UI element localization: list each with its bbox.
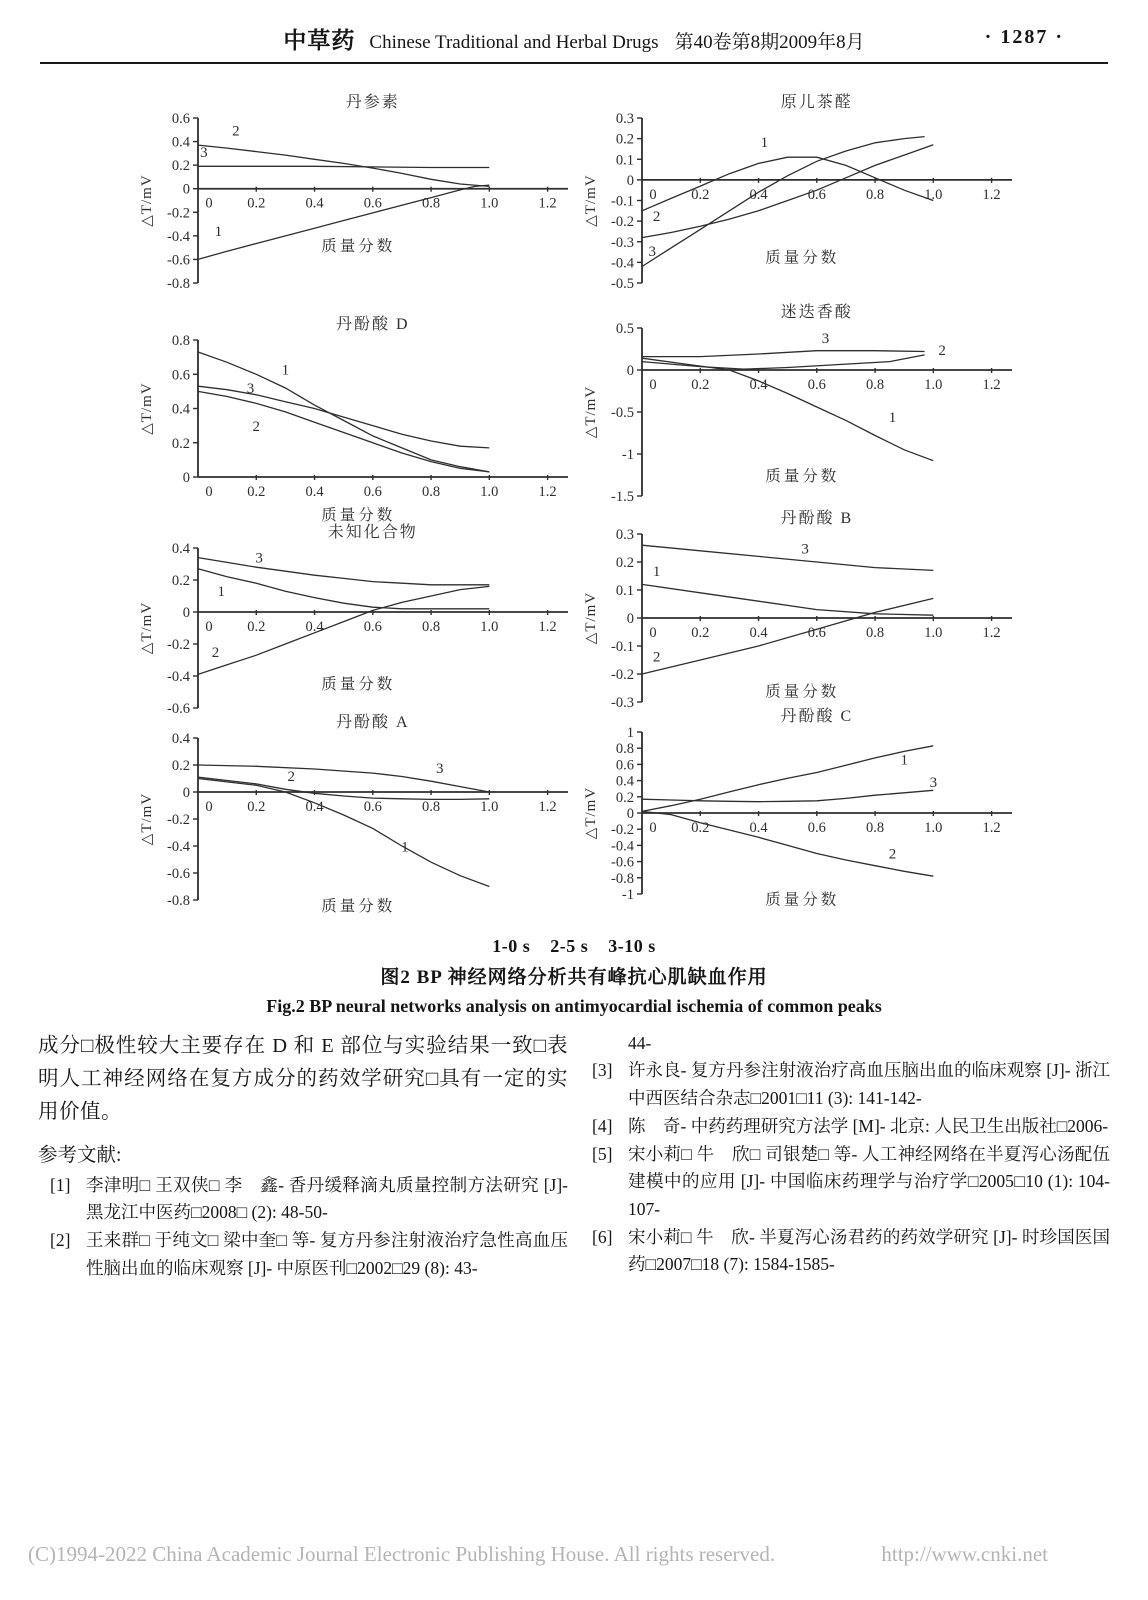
y-axis-label: △T/mV	[139, 601, 155, 655]
line-chart	[138, 710, 570, 920]
y-tick-label: 0.1	[615, 583, 634, 599]
chart-danshensu	[138, 90, 570, 295]
y-tick-label: -0.5	[611, 405, 634, 421]
x-tick-label: 1.0	[480, 619, 499, 635]
x-tick-label: 0.2	[247, 195, 266, 212]
y-axis-label: △T/mV	[583, 786, 599, 840]
y-tick-label: 0.1	[615, 152, 634, 169]
x-tick-label: 1.2	[538, 195, 557, 212]
x-tick-label: 0	[649, 625, 657, 641]
x-tick-label: 0.4	[305, 799, 324, 815]
x-tick-label: 0.4	[305, 484, 324, 500]
series-line-3	[198, 765, 489, 792]
y-tick-label: -0.3	[611, 695, 634, 711]
x-tick-label: 0.6	[807, 625, 826, 641]
x-tick-label: 0	[205, 195, 213, 212]
x-tick-label: 0.6	[807, 820, 826, 836]
series-label-3: 3	[648, 244, 656, 261]
x-tick-label: 0.6	[363, 799, 382, 815]
series-label-2: 2	[888, 846, 897, 863]
reference-item	[38, 1172, 568, 1227]
series-label-1: 1	[888, 410, 897, 427]
series-line-3	[198, 558, 489, 585]
line-chart	[138, 90, 570, 295]
references-list-right	[580, 1057, 1110, 1278]
y-tick-label: 0.6	[171, 367, 190, 384]
reference-text: 王来群□ 于纯文□ 梁中奎□ 等- 复方丹参注射液治疗急性高血压性脑出血的临床观察 [J]- 中原医刊□2002□29 (8): 43-	[86, 1230, 568, 1278]
series-line-3	[642, 790, 933, 801]
series-label-3: 3	[801, 541, 809, 558]
y-tick-label: -1	[621, 447, 634, 463]
line-chart	[582, 300, 1014, 510]
reference-item	[580, 1113, 1110, 1140]
x-tick-label: 1.0	[924, 377, 943, 393]
chart-rosmarinic-acid	[582, 300, 1014, 510]
y-tick-label: -0.4	[611, 255, 634, 272]
series-line-2	[198, 777, 489, 799]
y-tick-label: -0.8	[611, 870, 634, 887]
y-tick-label: 0	[626, 611, 634, 627]
series-line-3	[198, 166, 489, 167]
y-axis-label: △T/mV	[139, 382, 155, 435]
figure-legend: 1-0 s 2-5 s 3-10 s	[492, 936, 656, 956]
reference-item	[580, 1224, 1110, 1279]
reference-item	[580, 1057, 1110, 1112]
series-label-2: 2	[211, 644, 220, 661]
y-tick-label: 0.2	[171, 158, 190, 175]
series-line-3	[198, 386, 489, 448]
series-label-1: 1	[214, 223, 223, 240]
right-column	[580, 1030, 1110, 1280]
y-tick-label: 0.4	[171, 541, 190, 557]
y-tick-label: 0.2	[615, 555, 634, 571]
x-tick-label: 0.4	[749, 186, 768, 203]
chart-title: 丹酚酸 B	[780, 510, 854, 527]
series-label-1: 1	[900, 752, 908, 769]
x-tick-label: 0.2	[691, 186, 710, 203]
chart-title: 丹参素	[345, 94, 400, 111]
x-tick-label: 1.0	[480, 195, 499, 212]
y-tick-label: 0.2	[171, 758, 190, 774]
chart-salvianolic-acid-b	[582, 506, 1014, 716]
series-label-2: 2	[652, 209, 661, 226]
x-axis-label: 质量分数	[321, 238, 396, 256]
y-tick-label: 0.4	[615, 773, 634, 790]
x-tick-label: 0.2	[247, 799, 266, 815]
series-label-3: 3	[200, 144, 208, 161]
series-label-2: 2	[232, 123, 240, 140]
x-axis-label: 质量分数	[765, 467, 840, 485]
series-label-3: 3	[246, 381, 255, 398]
y-tick-label: -0.1	[611, 639, 634, 655]
x-tick-label: 0.8	[422, 619, 441, 635]
y-tick-label: -0.4	[167, 228, 190, 245]
x-tick-label: 1.2	[982, 377, 1001, 393]
journal-title-cn: 中草药	[283, 28, 356, 53]
figure-caption-cn: 图2 BP 神经网络分析共有峰抗心肌缺血作用	[380, 967, 768, 988]
x-tick-label: 0	[205, 619, 213, 635]
x-tick-label: 0.8	[866, 625, 885, 641]
y-tick-label: -1	[621, 887, 634, 903]
x-tick-label: 1.2	[982, 186, 1001, 203]
y-tick-label: 0.6	[615, 757, 634, 774]
y-tick-label: 0	[182, 181, 190, 198]
y-tick-label: -0.2	[611, 214, 634, 231]
y-tick-label: -0.3	[611, 234, 634, 251]
y-tick-label: -0.2	[611, 667, 634, 683]
chart-protocatechuic-aldehyde	[582, 90, 1014, 295]
references-heading: 参考文献:	[38, 1144, 122, 1166]
series-line-3	[642, 545, 933, 570]
chart-title: 丹酚酸 C	[780, 708, 854, 725]
journal-header	[0, 22, 1148, 55]
y-axis-label: △T/mV	[583, 591, 599, 645]
series-label-3: 3	[436, 761, 444, 778]
x-tick-label: 0.2	[691, 625, 710, 641]
x-axis-label: 质量分数	[321, 675, 396, 693]
series-label-3: 3	[255, 550, 263, 567]
x-tick-label: 1.0	[480, 799, 499, 815]
y-tick-label: 0	[626, 363, 634, 379]
chart-salvianolic-acid-d	[138, 312, 570, 527]
y-tick-label: -0.2	[167, 637, 190, 653]
x-tick-label: 1.2	[538, 484, 557, 500]
body-paragraph: 成分□极性较大主要存在 D 和 E 部位与实验结果一致□表明人工神经网络在复方成分的药效学研究□具有一定的实用价值。	[38, 1035, 568, 1124]
y-tick-label: -0.2	[167, 205, 190, 222]
y-tick-label: -0.6	[167, 252, 190, 269]
y-tick-label: -1.5	[611, 489, 634, 505]
x-tick-label: 0.8	[422, 484, 441, 500]
line-chart	[138, 312, 570, 527]
reference-item	[580, 1141, 1110, 1223]
y-tick-label: 0.2	[171, 573, 190, 589]
x-axis-label: 质量分数	[765, 249, 840, 267]
x-tick-label: 1.2	[982, 820, 1001, 836]
series-label-1: 1	[281, 362, 290, 379]
series-label-3: 3	[821, 331, 830, 348]
x-tick-label: 0.8	[866, 820, 885, 836]
y-tick-label: 0.3	[615, 527, 634, 543]
y-tick-label: 0	[626, 172, 634, 189]
x-tick-label: 1.0	[924, 186, 943, 203]
series-label-1: 1	[652, 564, 661, 580]
line-chart	[582, 506, 1014, 716]
x-axis-label: 质量分数	[765, 683, 840, 701]
x-tick-label: 1.2	[982, 625, 1001, 641]
y-tick-label: 0.2	[171, 435, 190, 452]
y-tick-label: -0.1	[611, 193, 634, 210]
x-tick-label: 0.2	[247, 484, 266, 500]
reference-number: [3]	[592, 1060, 613, 1081]
x-tick-label: 0.2	[691, 820, 710, 836]
y-tick-label: -0.2	[611, 822, 634, 839]
x-tick-label: 0.4	[749, 625, 768, 641]
y-tick-label: 0	[182, 470, 190, 486]
y-tick-label: 0	[182, 785, 190, 801]
x-tick-label: 1.2	[538, 619, 557, 635]
x-tick-label: 1.0	[924, 820, 943, 836]
line-chart	[138, 520, 570, 720]
chart-title: 丹酚酸 A	[336, 714, 410, 731]
reference-text: 许永良- 复方丹参注射液治疗高血压脑出血的临床观察 [J]- 浙江中西医结合杂志□2001□11 (3): 141-142-	[628, 1060, 1110, 1108]
chart-title: 未知化合物	[327, 524, 418, 541]
x-tick-label: 0	[649, 820, 657, 836]
y-tick-label: 0	[182, 605, 190, 621]
reference-text: 李津明□ 王双侠□ 李 鑫- 香丹缓释滴丸质量控制方法研究 [J]- 黑龙江中医药□2008□ (2): 48-50-	[86, 1174, 568, 1222]
y-tick-label: 0.2	[615, 131, 634, 148]
series-line-2	[642, 145, 933, 238]
y-axis-label: △T/mV	[583, 385, 599, 439]
reference-number: [4]	[592, 1115, 613, 1136]
y-tick-label: 0.8	[615, 741, 634, 758]
y-tick-label: -0.6	[611, 854, 634, 871]
x-tick-label: 0.6	[807, 186, 826, 203]
series-label-1: 1	[217, 584, 226, 600]
series-label-1: 1	[760, 134, 769, 151]
series-label-2: 2	[652, 649, 661, 666]
y-tick-label: -0.8	[167, 893, 190, 909]
x-tick-label: 1.2	[538, 799, 557, 815]
y-tick-label: 1	[626, 725, 634, 741]
series-label-2: 2	[287, 769, 295, 786]
y-tick-label: 0	[626, 806, 634, 822]
y-tick-label: -0.8	[167, 276, 190, 292]
reference-text: 宋小莉□ 牛 欣□ 司银楚□ 等- 人工神经网络在半夏泻心汤配伍建模中的应用 [J]- 中国临床药理学与治疗学□2005□10 (1): 104-107-	[628, 1144, 1110, 1219]
x-tick-label: 0	[649, 186, 657, 203]
y-tick-label: -0.4	[167, 839, 190, 855]
series-line-2	[198, 391, 489, 472]
y-axis-label: △T/mV	[583, 174, 599, 227]
reference-text: 陈 奇- 中药药理研究方法学 [M]- 北京: 人民卫生出版社□2006-	[628, 1115, 1109, 1136]
x-tick-label: 1.0	[924, 625, 943, 641]
x-tick-label: 0.4	[749, 820, 768, 836]
x-tick-label: 0.6	[363, 619, 382, 635]
reference-number: [5]	[592, 1144, 613, 1165]
chart-title: 原儿茶醛	[780, 94, 853, 111]
page-number: · 1287 ·	[984, 26, 1064, 48]
series-line-2	[198, 586, 489, 674]
x-tick-label: 0	[205, 799, 213, 815]
chart-unknown-compound	[138, 520, 570, 720]
figure-caption-en: Fig.2 BP neural networks analysis on antimyocardial ischemia of common peaks	[266, 996, 882, 1016]
x-tick-label: 0.8	[422, 195, 441, 212]
y-axis-label: △T/mV	[139, 792, 155, 846]
series-label-2: 2	[938, 342, 946, 359]
chart-title: 丹酚酸 D	[336, 316, 410, 333]
x-tick-label: 0.8	[422, 799, 441, 815]
reference-carryover: 44-	[628, 1033, 652, 1053]
y-tick-label: 0.5	[615, 321, 634, 337]
chart-salvianolic-acid-c	[582, 704, 1014, 916]
x-tick-label: 0	[205, 484, 213, 500]
x-tick-label: 0.8	[866, 377, 885, 393]
x-tick-label: 0	[649, 377, 657, 393]
reference-item	[38, 1227, 568, 1282]
y-tick-label: -0.4	[167, 669, 190, 685]
cnki-url: http://www.cnki.net	[881, 1542, 1048, 1566]
chart-salvianolic-acid-a	[138, 710, 570, 920]
x-tick-label: 0.4	[305, 195, 324, 212]
series-line-1	[198, 779, 489, 887]
x-tick-label: 0.6	[363, 484, 382, 500]
reference-number: [2]	[50, 1230, 71, 1251]
x-tick-label: 1.0	[480, 484, 499, 500]
x-axis-label: 质量分数	[321, 507, 396, 524]
reference-number: [6]	[592, 1227, 613, 1248]
x-tick-label: 0.6	[363, 195, 382, 212]
series-label-2: 2	[252, 418, 261, 435]
series-line-1	[198, 569, 489, 609]
series-line-1	[198, 352, 489, 472]
left-column	[38, 1030, 568, 1283]
y-tick-label: 0.8	[171, 333, 190, 349]
series-line-2	[642, 811, 933, 876]
y-tick-label: -0.5	[611, 276, 634, 292]
x-axis-label: 质量分数	[321, 897, 396, 915]
header-divider	[40, 62, 1108, 64]
y-tick-label: 0.3	[615, 111, 634, 127]
series-label-3: 3	[929, 775, 938, 792]
series-line-1	[642, 157, 933, 211]
y-tick-label: -0.6	[167, 701, 190, 717]
y-tick-label: -0.2	[167, 812, 190, 828]
x-tick-label: 0.4	[749, 377, 768, 393]
line-chart	[582, 704, 1014, 916]
journal-title-en: Chinese Traditional and Herbal Drugs	[369, 32, 659, 53]
series-label-1: 1	[401, 839, 409, 856]
x-tick-label: 0.2	[691, 377, 710, 393]
series-line-3	[642, 351, 925, 357]
x-tick-label: 0.6	[807, 377, 826, 393]
y-tick-label: 0.4	[171, 134, 190, 151]
x-tick-label: 0.8	[866, 186, 885, 203]
reference-number: [1]	[50, 1174, 71, 1195]
y-tick-label: 0.4	[171, 401, 190, 418]
series-line-1	[642, 584, 933, 615]
x-axis-label: 质量分数	[765, 891, 840, 909]
chart-title: 迷迭香酸	[780, 304, 853, 321]
y-tick-label: -0.6	[167, 866, 190, 882]
y-axis-label: △T/mV	[139, 174, 155, 227]
copyright-footer	[28, 1542, 1120, 1567]
y-tick-label: 0.6	[171, 111, 190, 127]
y-tick-label: 0.4	[171, 731, 190, 747]
references-list-left	[38, 1172, 568, 1282]
series-line-2	[642, 598, 933, 674]
y-tick-label: -0.4	[611, 838, 634, 855]
y-tick-label: 0.2	[615, 789, 634, 806]
journal-issue: 第40卷第8期2009年8月	[674, 32, 865, 53]
x-tick-label: 0.4	[305, 619, 324, 635]
reference-text: 宋小莉□ 牛 欣- 半夏泻心汤君药的药效学研究 [J]- 时珍国医国药□2007□18 (7): 1584-1585-	[628, 1227, 1110, 1275]
copyright-text: (C)1994-2022 China Academic Journal Electronic Publishing House. All rights reserved.	[28, 1542, 776, 1566]
x-tick-label: 0.2	[247, 619, 266, 635]
line-chart	[582, 90, 1014, 295]
